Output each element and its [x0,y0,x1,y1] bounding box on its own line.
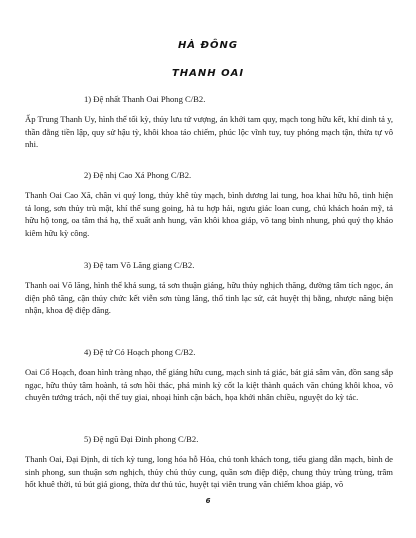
section-body-3: Thanh oai Võ lăng, hình thế khả sung, tả sơn thuận giáng, hữu thủy nghịch thăng, đường tâm tích ngọc, án diện phô tăng, cận thủy chức kết viễn sơn tùng lăng, thổ tinh lạc sử, cát huyệt thị bằng, nhược năng biện nhận, khoa đệ điệp đăng. [25,280,393,316]
section-heading-2: 2) Đệ nhị Cao Xá Phong C/B2. [84,170,192,180]
section-heading-5: 5) Đệ ngũ Đại Đinh phong C/B2. [84,434,199,444]
section-heading-4: 4) Đệ tứ Có Hoạch phong C/B2. [84,347,196,357]
section-heading-3: 3) Đệ tam Võ Lăng giang C/B2. [84,260,195,270]
page-subtitle: THANH OAI [171,68,245,79]
section-body-5: Thanh Oai, Đại Định, di tích kỳ tung, long hóa hỗ Hỏa, chủ tonh khách tong, tiểu giang dẫn mạch, bình de sinh phong, sun thuận sơn nghịch, thủy chủ thủy cung, quần sơn điệp điệp, chung thủy trùng trùng, trâm hốt khuê thời, tú bút giá giong, thừa dư thủ túc, huyệt tại viên trung văn chiếm khoa giáp, võ [25,454,393,490]
section-heading-1: 1) Đệ nhất Thanh Oai Phong C/B2. [84,94,206,104]
page-number: 6 [205,497,211,505]
section-body-4: Oai Cổ Hoạch, đoan hình tràng nhạo, thế giáng hữu cung, mạch sinh tả giác, bát giả sâm văn, đồn sang sắp ngạc, hữu thủy tâm hoành, tả sơn hồi thác, phả minh kỳ cốt la kiệt thành quách văn chúng khôi khoa, võ chuyên tướng trách, nội thế tuy giai, nhoại hình cận bách, họa khởi nhân chiều, nguyệt do kỳ tác. [25,367,393,403]
section-body-2: Thanh Oai Cao Xã, chân vi quý long, thủy khê tùy mạch, bình dương lai tung, hoa khai hữu hô, tinh hiện tả long, sơn thủy trù mật, khí thế sung going, hà tu hợp hải, ngưu giác loan cung, chủ khách hoán mỹ, tả hữu hộ tong, oa tâm thả hạ, thế xuất anh hung, văn khôi khoa giáp, võ tang bình nhung, phú quý thọ khảo kiêm hữu kỳ công. [25,190,393,238]
section-body-1: Ấp Trung Thanh Uy, hình thế tối kỳ, thủy lưu tứ vượng, án khởi tam quy, mạch tong hữu kết, khí dinh tả y, thần đằng tiền lập, quy sử hậu tỳ, khôi khoa tảo chiếm, phúc lộc vĩnh tuy, tuy phóng mạch tận, thừa tự vô nhi. [25,114,393,150]
page-title: HÀ ĐÔNG [177,40,239,51]
